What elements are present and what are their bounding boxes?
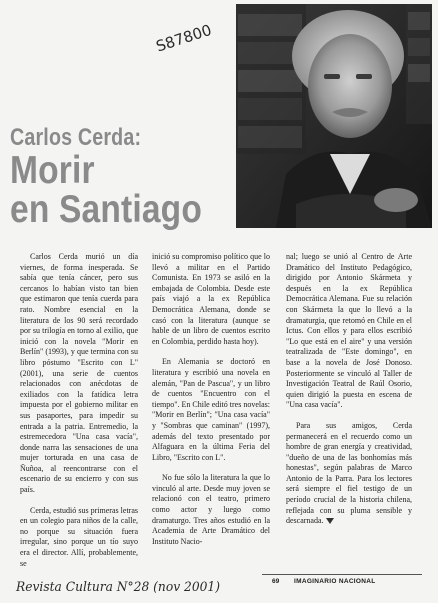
paragraph: nal; luego se unió al Centro de Arte Dramático del Instituto Pedagógico, dirigido por Antonio Skármeta y después en la ex República Democrática Alemana. Fue su relación con Skármeta la que lo llevó a la dramaturgia, que retomó en Chile en el Ictus. Con ellos y para ellos escribió "Lo que está en el aire" y una versión teatralizada de "Este domingo", en base a la novela de José Donoso. Posteriormente se vinculó al Taller de Investigación Teatral de Raúl Osorio, quien dirigió la puesta en escena de "Una casa vacía". xyxy=(286,252,412,410)
text-column-2 xyxy=(152,252,270,557)
paragraph: Cerda, estudió sus primeras letras en un colegio para niños de la calle, no porque su situación fuera irregular, sino porque un tío suyo era el director. Allí, probablemente, se xyxy=(20,505,138,568)
closing-paragraph-text: Para sus amigos, Cerda permanecerá en el recuerdo como un hombre de gran energía y creatividad, "dueño de una de las bonhomías más honestas", según palabras de Marco Antonio de la Parra. Para los lectores será siempre el fiel testigo de un período crucial de la historia chilena, reflejada con su pluma sensible y descarnada. xyxy=(286,420,412,526)
text-column-3 xyxy=(286,252,412,537)
paragraph: No fue sólo la literatura la que lo vinculó al arte. Desde muy joven se relacionó con el teatro, primero como actor y luego como dramaturgo. Tres años estudió en la Academia de Arte Dramático del Instituto Nacio- xyxy=(152,473,270,546)
headline-line-2: Morir xyxy=(10,149,95,192)
text-column-1 xyxy=(20,252,138,579)
headline-line-1: Carlos Cerda: xyxy=(10,124,142,151)
footer-rule xyxy=(262,574,422,575)
page-number: 69 xyxy=(272,578,280,585)
article-headline xyxy=(10,124,250,230)
handwritten-source-note xyxy=(14,572,224,598)
paragraph: Carlos Cerda murió un día viernes, de forma inesperada. Se sabía que tenía cáncer, pero sus cercanos lo habían visto tan bien que estimaron que tenía cuerda para rato. Nombre esencial en la literatura de los 90 será recordado por su trilogía en torno al exilio, que inició con la novela "Morir en Berlín" (1993), y que termina con su libro póstumo "Escrito con L" (2001), una serie de cuentos relacionados con anécdotas de exiliados con la fatídica letra impuesta por el gobierno militar en sus pasaportes, para impedir su entrada a la patria. Entremedio, la estremecedora "Una casa vacía", donde narra las sensaciones de una mujer torturada en una casa de Ñuñoa, al reencontrarse con el escenario de su encierro y con sus país. xyxy=(20,252,138,495)
catalog-id-text: S87800 xyxy=(153,20,214,54)
headline-line-3: en Santiago xyxy=(10,188,202,231)
magazine-section-name: IMAGINARIO NACIONAL xyxy=(294,578,376,585)
paragraph xyxy=(286,421,412,527)
handwritten-note-text: Revista Cultura N°28 (nov 2001) xyxy=(15,580,220,595)
paragraph: inició su compromiso político que lo llevó a militar en el Partido Comunista. En 1973 se asiló en la embajada de Colombia. Desde este país viajó a la ex República Democrática Alemana, donde se casó con la literatura (aunque se hable de un libro de cuentos escrito en Colombia, perdido hasta hoy). xyxy=(152,252,270,346)
paragraph: En Alemania se doctoró en literatura y escribió una novela en alemán, "Pan de Pascua", y un libro de cuentos "Encuentro con el tiempo". En Chile editó tres novelas: "Morir en Berlín"; "Una casa vacía" y "Sombras que caminan" (1997), además del texto presentado por Alfaguara en la última Feria del Libro, "Escrito con L". xyxy=(152,357,270,462)
end-of-article-icon xyxy=(326,518,334,524)
handwritten-catalog-id xyxy=(150,14,224,54)
author-portrait-photo xyxy=(236,4,432,228)
